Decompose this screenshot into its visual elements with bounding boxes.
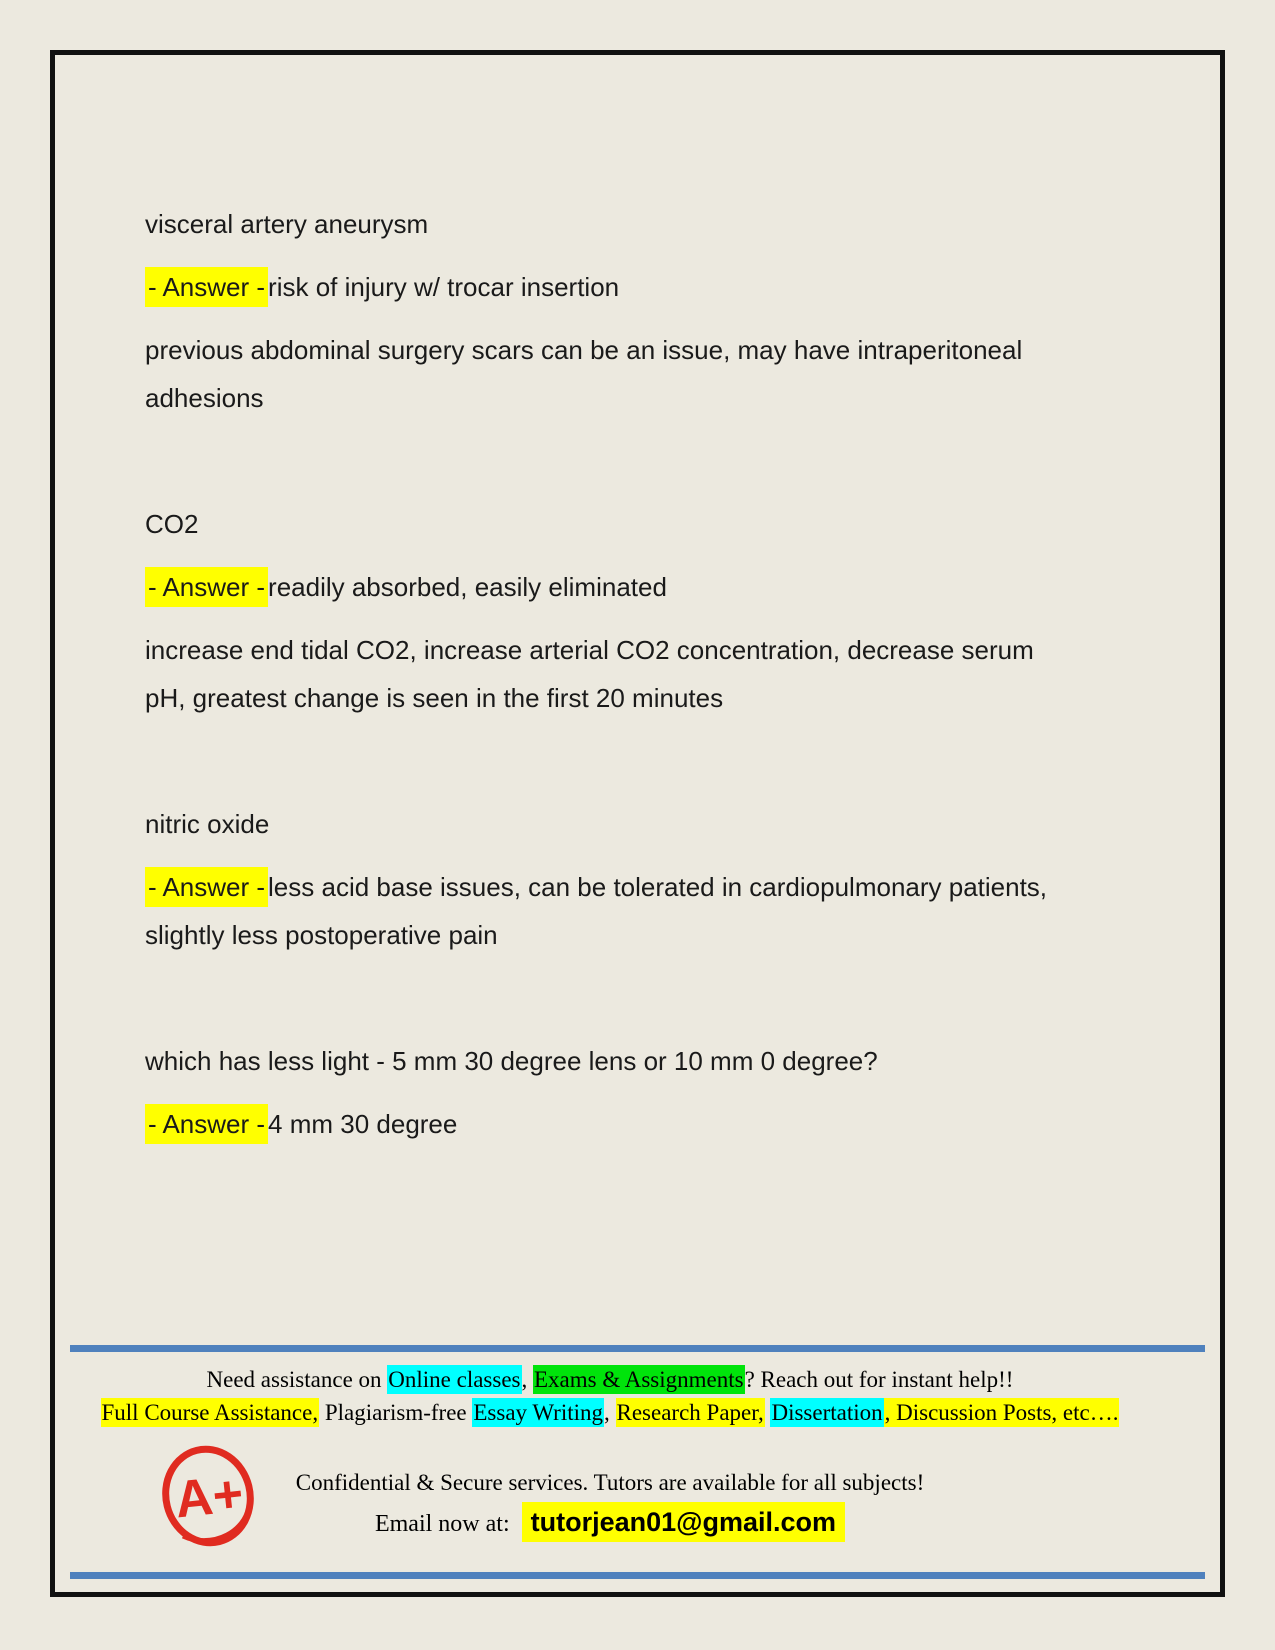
text-run: less acid base issues, can be tolerated in cardiopulmonary patients, slightly less postoperative pain — [145, 872, 1048, 950]
text-run: 4 mm 30 degree — [268, 1109, 458, 1139]
highlighted-text: Full Course Assistance, — [101, 1400, 319, 1425]
banner-line-1 — [55, 1363, 1165, 1396]
qa-content — [145, 200, 1080, 1226]
highlighted-text: Research Paper, — [616, 1400, 764, 1425]
text-run: , — [604, 1400, 616, 1425]
text-run: , — [521, 1367, 533, 1392]
qa-block — [145, 200, 1080, 500]
highlighted-text: , Discussion Posts, etc…. — [884, 1400, 1119, 1425]
paragraph — [145, 626, 1080, 722]
highlighted-text: - Answer - — [145, 567, 268, 607]
paragraph — [145, 500, 1080, 548]
highlighted-text: - Answer - — [145, 1104, 268, 1144]
qa-block — [145, 500, 1080, 800]
highlighted-text: - Answer - — [145, 867, 268, 907]
highlighted-text: Dissertation — [771, 1400, 883, 1425]
paragraph — [145, 863, 1080, 959]
paragraph — [145, 326, 1080, 422]
qa-block — [145, 800, 1080, 1037]
paragraph — [145, 200, 1080, 248]
text-run: which has less light - 5 mm 30 degree lens or 10 mm 0 degree? — [145, 1046, 878, 1076]
text-run: increase end tidal CO2, increase arterial CO2 concentration, decrease serum pH, greatest change is seen in the first 20 minutes — [145, 635, 1034, 713]
paragraph — [145, 563, 1080, 611]
divider-bottom — [70, 1572, 1205, 1579]
paragraph — [145, 263, 1080, 311]
banner-line-2 — [55, 1396, 1165, 1429]
text-run: Need assistance on — [206, 1367, 388, 1392]
highlighted-text: - Answer - — [145, 267, 268, 307]
text-run: ? Reach out for instant help!! — [744, 1367, 1014, 1392]
text-run: nitric oxide — [145, 809, 270, 839]
text-run: Plagiarism-free — [319, 1400, 473, 1425]
divider-top — [70, 1345, 1205, 1352]
text-run: readily absorbed, easily eliminated — [268, 572, 667, 602]
paragraph — [145, 800, 1080, 848]
email-label: Email now at: — [374, 1511, 510, 1537]
page-frame — [50, 50, 1225, 1597]
paragraph — [145, 1100, 1080, 1148]
qa-block — [145, 1037, 1080, 1226]
email-row — [55, 1502, 1165, 1544]
paragraph — [145, 1037, 1080, 1085]
text-run: risk of injury w/ trocar insertion — [268, 272, 620, 302]
confidential-text: Confidential & Secure services. Tutors are available for all subjects! — [295, 1470, 925, 1495]
text-run: visceral artery aneurysm — [145, 209, 429, 239]
logo-grade-text: A+ — [172, 1464, 246, 1530]
email-address: tutorjean01@gmail.com — [522, 1502, 845, 1542]
highlighted-text: Exams & Assignments — [534, 1367, 744, 1392]
highlighted-text: Online classes — [388, 1367, 521, 1392]
text-run: CO2 — [145, 509, 199, 539]
footer-banner — [55, 1363, 1165, 1429]
highlighted-text: Essay Writing — [473, 1400, 603, 1425]
text-run: previous abdominal surgery scars can be an issue, may have intraperitoneal adhesions — [145, 335, 1023, 413]
